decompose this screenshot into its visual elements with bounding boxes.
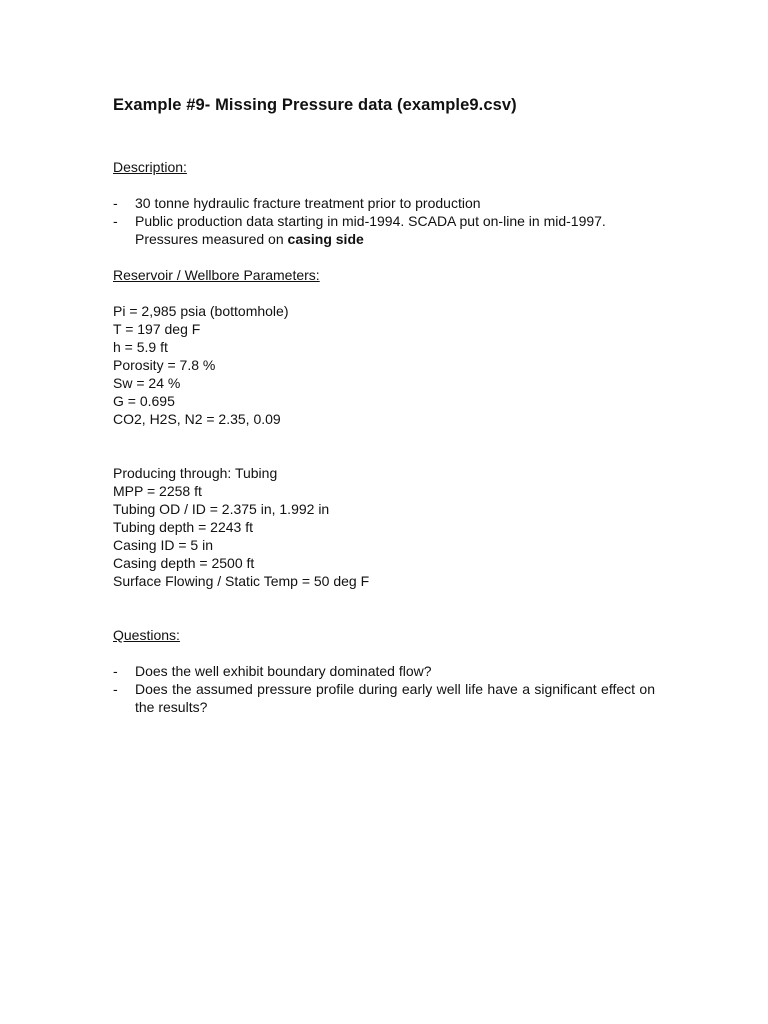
questions-heading: Questions: [113, 627, 180, 643]
reservoir-heading: Reservoir / Wellbore Parameters: [113, 267, 320, 283]
parameter-line: Pi = 2,985 psia (bottomhole) [113, 303, 289, 319]
description-line [135, 230, 655, 248]
reservoir-parameters [113, 302, 655, 428]
parameter-line: Casing ID = 5 in [113, 537, 213, 553]
parameter-line: Surface Flowing / Static Temp = 50 deg F [113, 573, 370, 589]
parameter-line: Casing depth = 2500 ft [113, 555, 255, 571]
casing-side-emphasis: casing side [287, 231, 364, 247]
parameter-line: Producing through: Tubing [113, 465, 278, 481]
list-item: - 30 tonne hydraulic fracture treatment prior to production [113, 194, 655, 212]
description-list [113, 194, 655, 248]
parameter-line: Tubing OD / ID = 2.375 in, 1.992 in [113, 501, 330, 517]
parameter-line: h = 5.9 ft [113, 339, 168, 355]
description-line: - Public production data starting in mid-1994. SCADA put on-line in mid-1997. [135, 213, 606, 229]
description-heading: Description: [113, 159, 187, 175]
parameter-line: CO2, H2S, N2 = 2.35, 0.09 [113, 411, 281, 427]
list-item [113, 212, 655, 248]
parameter-line: T = 197 deg F [113, 321, 201, 337]
document-page [113, 95, 655, 716]
parameter-line: G = 0.695 [113, 393, 175, 409]
producing-parameters [113, 464, 655, 590]
list-item: - Does the well exhibit boundary dominated flow? [113, 662, 655, 680]
parameter-line: Sw = 24 % [113, 375, 181, 391]
parameter-line: MPP = 2258 ft [113, 483, 202, 499]
parameter-line: Porosity = 7.8 % [113, 357, 216, 373]
parameter-line: Tubing depth = 2243 ft [113, 519, 253, 535]
description-prefix: Pressures measured on [135, 231, 288, 247]
document-title: Example #9- Missing Pressure data (example9.csv) [113, 96, 517, 114]
questions-list [113, 662, 655, 716]
list-item: - Does the assumed pressure profile during early well life have a significant effect on the results? [113, 680, 655, 716]
